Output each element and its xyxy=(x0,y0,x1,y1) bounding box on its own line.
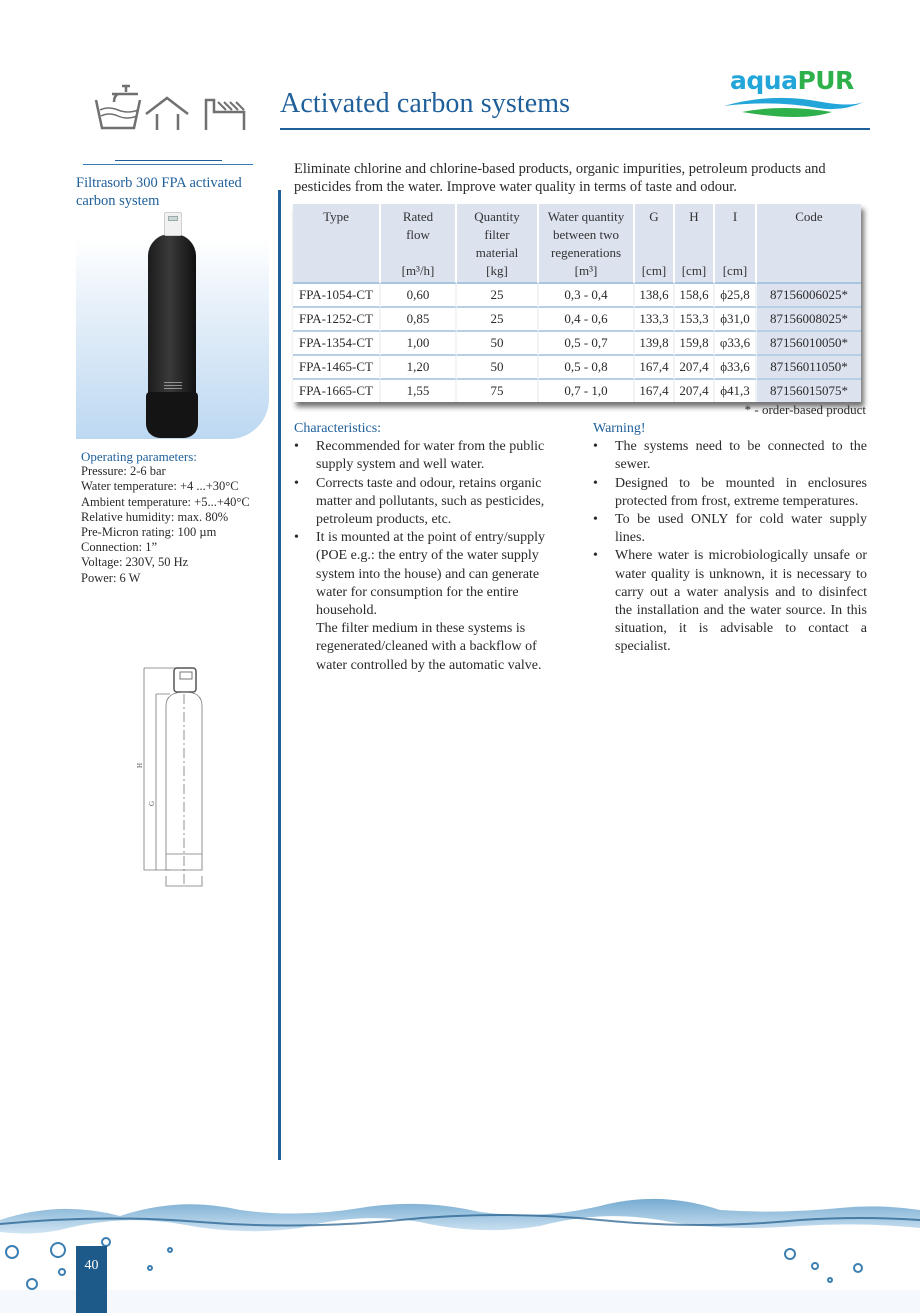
table-row xyxy=(293,308,861,332)
dim-g-label: G xyxy=(148,800,156,806)
table-row xyxy=(293,380,861,402)
param-item: Voltage: 230V, 50 Hz xyxy=(81,555,189,570)
control-valve xyxy=(164,212,182,236)
cell-rated-flow: 1,20 xyxy=(381,356,457,380)
dimension-drawing xyxy=(130,664,220,892)
cell-code: 87156006025* xyxy=(757,284,861,308)
cell-water-quantity: 0,7 - 1,0 xyxy=(539,380,635,402)
header-rule xyxy=(280,128,870,130)
table-row xyxy=(293,332,861,356)
header-i: I [cm] xyxy=(715,204,757,284)
product-photo xyxy=(76,212,269,439)
list-item: • Designed to be mounted in enclosures protected from frost, extreme temperatures. xyxy=(593,475,867,511)
logo-aqua-text: aqua xyxy=(730,66,798,95)
table-footnote: * - order-based product xyxy=(744,402,866,417)
spec-table xyxy=(293,204,861,402)
cell-g: 167,4 xyxy=(635,380,675,402)
cell-code: 87156015075* xyxy=(757,380,861,402)
cell-i: ϕ25,8 xyxy=(715,284,757,308)
aquapur-logo xyxy=(722,66,870,124)
cell-rated-flow: 0,85 xyxy=(381,308,457,332)
cell-type: FPA-1465-CT xyxy=(293,356,381,380)
header-rated-flow: Rated flow [m³/h] xyxy=(381,204,457,284)
column-divider xyxy=(278,190,281,1160)
list-item: • It is mounted at the point of entry/supply (POE e.g.: the entry of the water supply system into the house) and can generate water for consumption for the entire household. xyxy=(294,529,566,620)
characteristics-note: The filter medium in these systems is regenerated/cleaned with a backflow of water controlled by the automatic valve. xyxy=(316,621,542,673)
cell-type: FPA-1354-CT xyxy=(293,332,381,356)
cell-type: FPA-1252-CT xyxy=(293,308,381,332)
cell-code: 87156010050* xyxy=(757,332,861,356)
house-icon xyxy=(146,98,188,130)
characteristics-section xyxy=(294,420,566,675)
cell-water-quantity: 0,3 - 0,4 xyxy=(539,284,635,308)
sidebar-rule-top xyxy=(115,160,222,161)
intro-text: Eliminate chlorine and chlorine-based products, organic impurities, petroleum products and pesticides from the water. Improve water quality in terms of taste and odour. xyxy=(294,161,826,195)
header-g: G [cm] xyxy=(635,204,675,284)
cell-type: FPA-1054-CT xyxy=(293,284,381,308)
cell-code: 87156011050* xyxy=(757,356,861,380)
param-item: Power: 6 W xyxy=(81,570,141,585)
cell-code: 87156008025* xyxy=(757,308,861,332)
operating-parameters xyxy=(81,449,250,586)
table-row xyxy=(293,284,861,308)
cell-quantity: 25 xyxy=(457,308,539,332)
cell-rated-flow: 1,55 xyxy=(381,380,457,402)
cell-i: φ33,6 xyxy=(715,332,757,356)
param-item: Relative humidity: max. 80% xyxy=(81,509,229,524)
cell-rated-flow: 1,00 xyxy=(381,332,457,356)
param-item: Connection: 1” xyxy=(81,540,158,555)
list-item: • Recommended for water from the public supply system and well water. xyxy=(294,438,566,474)
product-name: Filtrasorb 300 FPA activated carbon system xyxy=(76,175,242,209)
param-item: Ambient temperature: +5...+40°C xyxy=(81,494,250,509)
cell-g: 139,8 xyxy=(635,332,675,356)
header-h: H [cm] xyxy=(675,204,715,284)
cell-water-quantity: 0,5 - 0,7 xyxy=(539,332,635,356)
operating-parameters-title: Operating parameters: xyxy=(81,449,197,464)
characteristics-list xyxy=(294,438,566,620)
list-item: • Corrects taste and odour, retains organic matter and pollutants, such as pesticides, petroleum products, etc. xyxy=(294,475,566,530)
param-item: Pressure: 2-6 bar xyxy=(81,464,166,479)
page-title: Activated carbon systems xyxy=(280,88,571,119)
cell-g: 167,4 xyxy=(635,356,675,380)
cell-quantity: 75 xyxy=(457,380,539,402)
table-header-row xyxy=(293,204,861,284)
tank-label xyxy=(164,382,182,390)
cell-quantity: 25 xyxy=(457,284,539,308)
cell-water-quantity: 0,5 - 0,8 xyxy=(539,356,635,380)
cell-i: ϕ41,3 xyxy=(715,380,757,402)
cell-h: 153,3 xyxy=(675,308,715,332)
dim-h-label: H xyxy=(136,762,144,768)
logo-pur-text: PUR xyxy=(797,66,854,95)
factory-icon xyxy=(206,100,244,130)
logo-wave-icon xyxy=(722,94,870,122)
cell-quantity: 50 xyxy=(457,356,539,380)
characteristics-title: Characteristics: xyxy=(294,421,382,436)
cell-type: FPA-1665-CT xyxy=(293,380,381,402)
cell-h: 158,6 xyxy=(675,284,715,308)
cell-g: 138,6 xyxy=(635,284,675,308)
water-splash-image xyxy=(0,1180,920,1313)
cell-h: 207,4 xyxy=(675,356,715,380)
cell-quantity: 50 xyxy=(457,332,539,356)
sidebar-rule xyxy=(83,164,253,165)
page-number: 40 xyxy=(76,1246,107,1313)
header-code: Code xyxy=(757,204,861,284)
tank-base xyxy=(146,392,198,438)
header-quantity: Quantity filter material [kg] xyxy=(457,204,539,284)
bowl-tap-icon xyxy=(96,86,140,128)
table-row xyxy=(293,356,861,380)
header-water-quantity: Water quantity between two regenerations [m³] xyxy=(539,204,635,284)
list-item: • Where water is microbiologically unsafe or water quality is unknown, it is necessary to carry out a water analysis and to disinfect the installation and the water source. In this situation, it is advisable to contact a specialist. xyxy=(593,547,867,656)
list-item: • To be used ONLY for cold water supply lines. xyxy=(593,511,867,547)
cell-h: 159,8 xyxy=(675,332,715,356)
cell-g: 133,3 xyxy=(635,308,675,332)
cell-h: 207,4 xyxy=(675,380,715,402)
cell-i: ϕ31,0 xyxy=(715,308,757,332)
warning-list xyxy=(593,438,867,656)
param-item: Water temperature: +4 ...+30°C xyxy=(81,479,239,494)
warning-section xyxy=(593,420,867,657)
cell-rated-flow: 0,60 xyxy=(381,284,457,308)
header-type: Type xyxy=(293,204,381,284)
param-item: Pre-Micron rating: 100 µm xyxy=(81,525,217,540)
cell-water-quantity: 0,4 - 0,6 xyxy=(539,308,635,332)
warning-title: Warning! xyxy=(593,421,646,436)
cell-i: ϕ33,6 xyxy=(715,356,757,380)
application-icons xyxy=(94,84,254,134)
list-item: • The systems need to be connected to the sewer. xyxy=(593,438,867,474)
